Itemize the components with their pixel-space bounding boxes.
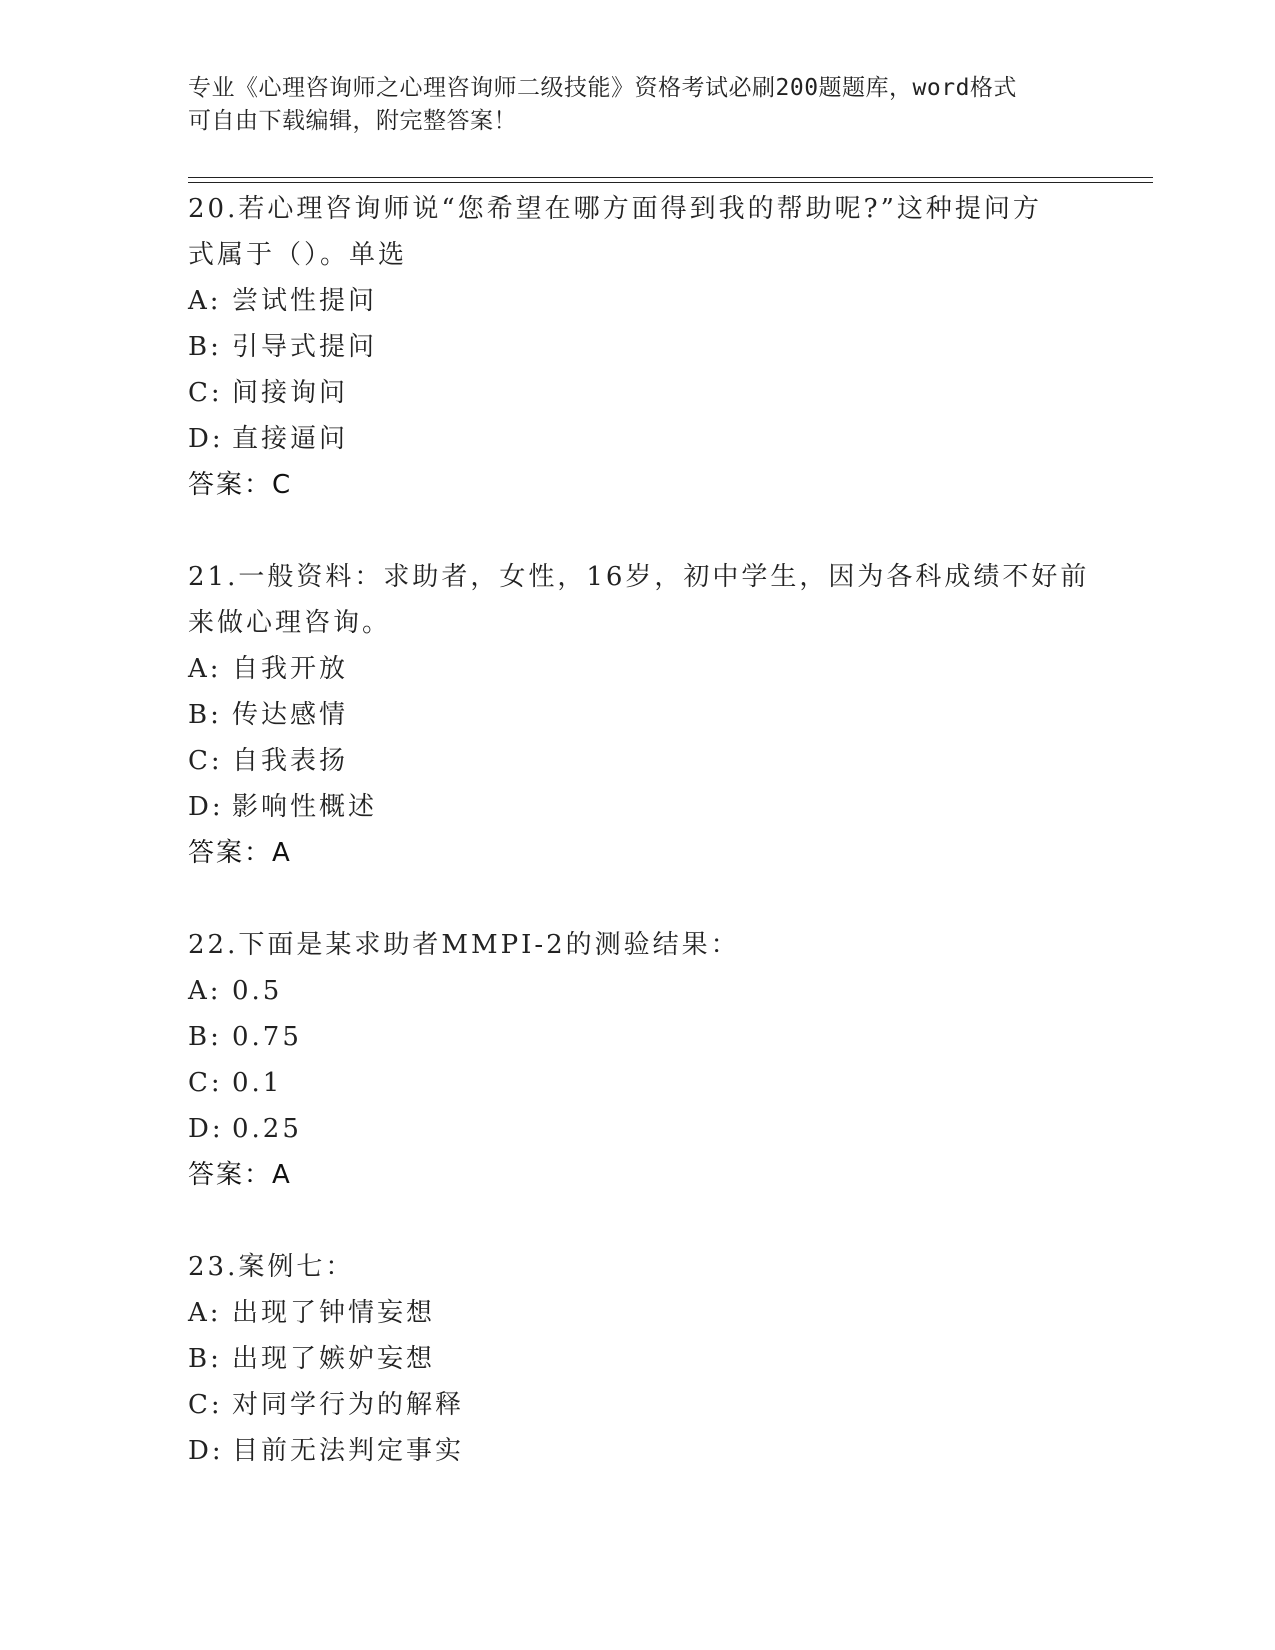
question-stem-line: 式属于（）。单选 <box>188 240 408 270</box>
option-text: 0.1 <box>232 1068 283 1098</box>
header-line-1: 专业《心理咨询师之心理咨询师二级技能》资格考试必刷200题题库，word格式 <box>188 75 1017 101</box>
option-text: 间接询问 <box>232 378 349 408</box>
question-spacer <box>188 876 1088 922</box>
option-a <box>188 278 1088 324</box>
option-text: 传达感情 <box>232 700 349 730</box>
option-text: 尝试性提问 <box>232 286 378 316</box>
option-b <box>188 1014 1088 1060</box>
option-text: 影响性概述 <box>232 792 378 822</box>
option-c <box>188 370 1088 416</box>
question-spacer <box>188 508 1088 554</box>
option-key: D: <box>188 792 224 822</box>
question-stem-line: 来做心理咨询。 <box>188 608 392 638</box>
option-key: B: <box>188 1344 222 1374</box>
option-key: C: <box>188 746 223 776</box>
option-text: 出现了嫉妒妄想 <box>232 1344 436 1374</box>
option-d <box>188 416 1088 462</box>
option-b <box>188 1336 1088 1382</box>
document-header <box>188 72 1088 138</box>
option-key: D: <box>188 424 224 454</box>
option-key: B: <box>188 1022 222 1052</box>
question-stem-line: 22.下面是某求助者MMPI-2的测验结果： <box>188 930 740 960</box>
option-key: C: <box>188 1390 223 1420</box>
header-divider-bottom <box>188 182 1153 183</box>
header-divider-top <box>188 177 1153 178</box>
option-d <box>188 784 1088 830</box>
option-key: D: <box>188 1436 224 1466</box>
option-text: 自我表扬 <box>232 746 349 776</box>
option-d <box>188 1106 1088 1152</box>
option-key: B: <box>188 700 222 730</box>
option-c <box>188 1382 1088 1428</box>
option-key: B: <box>188 332 222 362</box>
answer-line: 答案：C <box>188 470 293 500</box>
option-text: 对同学行为的解释 <box>232 1390 465 1420</box>
option-text: 直接逼问 <box>232 424 349 454</box>
option-text: 出现了钟情妄想 <box>232 1298 436 1328</box>
option-d <box>188 1428 1088 1474</box>
question-23 <box>188 1244 1088 1474</box>
option-text: 0.25 <box>232 1114 302 1144</box>
option-key: D: <box>188 1114 224 1144</box>
option-text: 0.75 <box>232 1022 302 1052</box>
option-a <box>188 646 1088 692</box>
option-key: A: <box>188 976 222 1006</box>
option-key: A: <box>188 654 222 684</box>
question-stem-line: 20.若心理咨询师说“您希望在哪方面得到我的帮助呢?”这种提问方 <box>188 194 1042 224</box>
option-c <box>188 738 1088 784</box>
option-key: A: <box>188 1298 222 1328</box>
answer-line: 答案：A <box>188 1160 292 1190</box>
option-text: 自我开放 <box>232 654 349 684</box>
option-key: A: <box>188 286 222 316</box>
question-22 <box>188 922 1088 1198</box>
option-key: C: <box>188 1068 223 1098</box>
option-text: 目前无法判定事实 <box>232 1436 465 1466</box>
question-20 <box>188 186 1088 508</box>
option-b <box>188 324 1088 370</box>
answer-line: 答案：A <box>188 838 292 868</box>
option-a <box>188 968 1088 1014</box>
question-spacer <box>188 1198 1088 1244</box>
question-list <box>188 186 1088 1474</box>
option-c <box>188 1060 1088 1106</box>
option-a <box>188 1290 1088 1336</box>
option-text: 0.5 <box>232 976 283 1006</box>
header-line-2: 可自由下载编辑，附完整答案！ <box>188 108 517 134</box>
question-stem-line: 23.案例七： <box>188 1252 355 1282</box>
question-21 <box>188 554 1088 876</box>
option-b <box>188 692 1088 738</box>
option-text: 引导式提问 <box>232 332 378 362</box>
question-stem-line: 21.一般资料：求助者，女性，16岁，初中学生，因为各科成绩不好前 <box>188 562 1090 592</box>
option-key: C: <box>188 378 223 408</box>
